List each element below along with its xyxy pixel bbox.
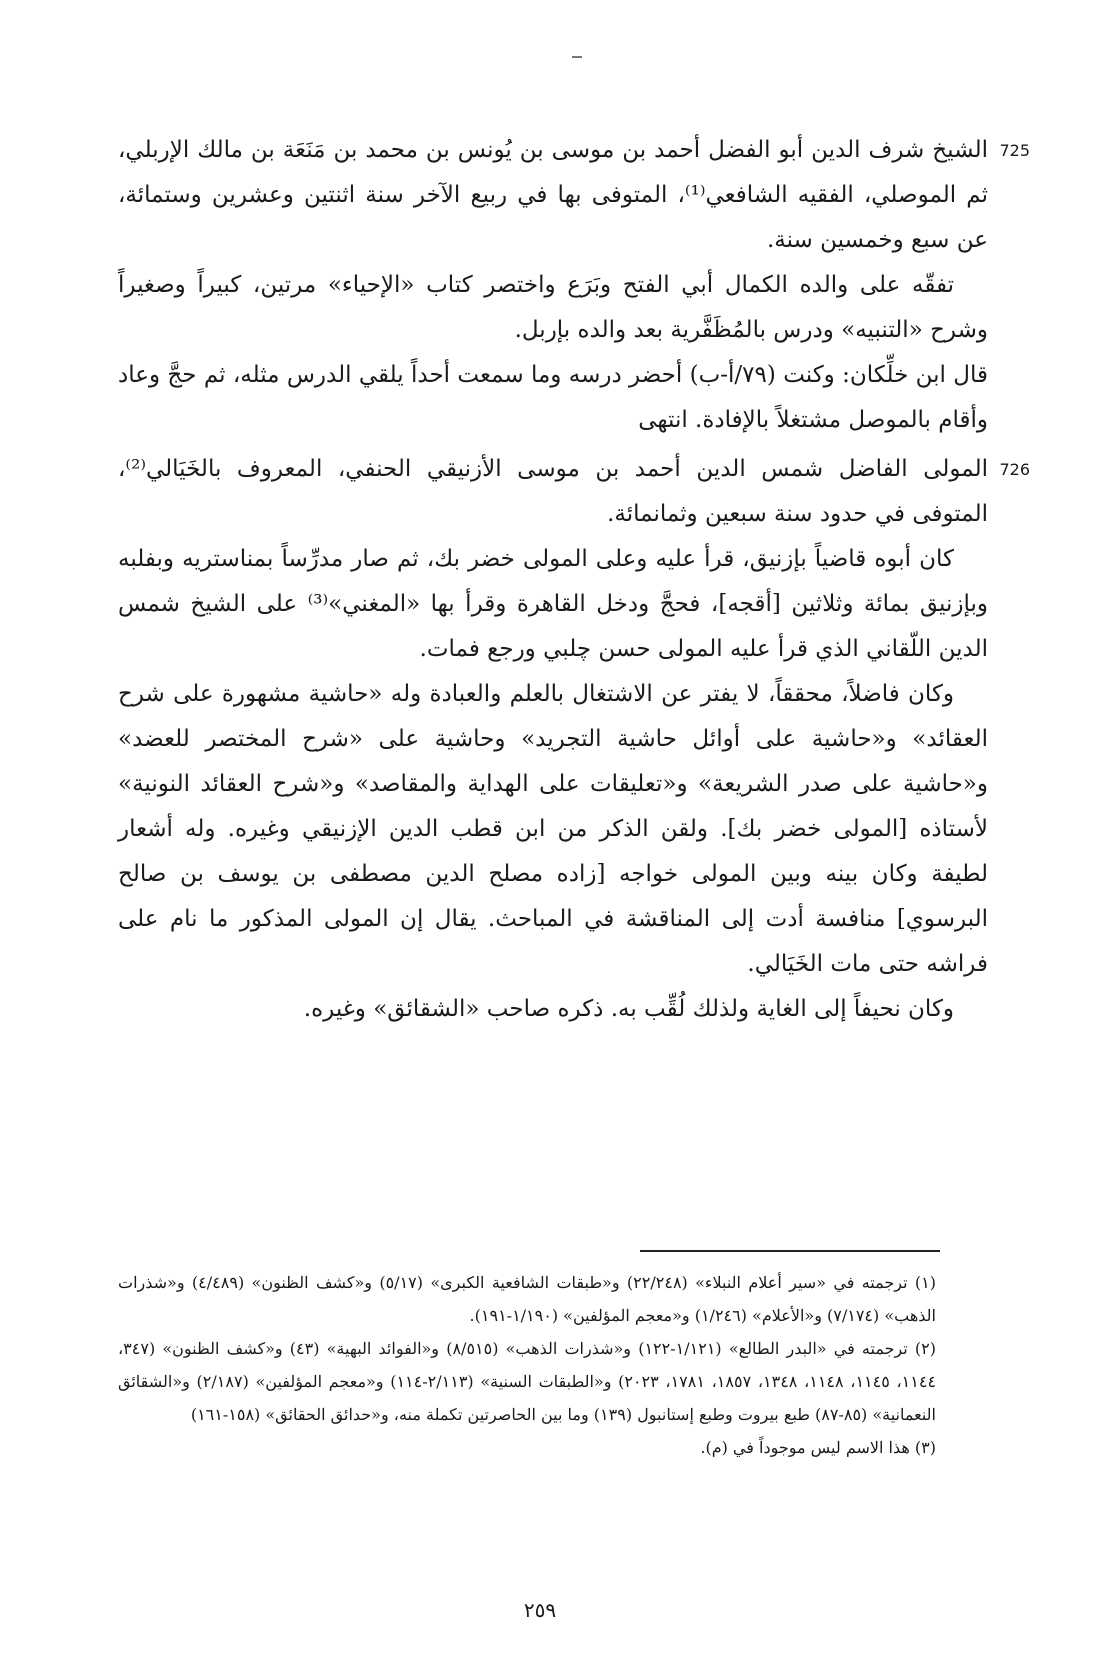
entry-number: 725 xyxy=(999,141,1030,160)
footnotes xyxy=(118,1266,936,1464)
entry-725 xyxy=(118,128,1030,443)
footnote: (١) ترجمته في «سير أعلام النبلاء» (٢٢/٢٤٨) و«طبقات الشافعية الكبرى» (٥/١٧) و«كشف الظنون» (٤/٤٨٩) و«شذرات الذهب» (٧/١٧٤) و«الأعلام» (١/٢٤٦) و«معجم المؤلفين» (١/١٩٠-١٩١). xyxy=(118,1273,936,1325)
entry-726 xyxy=(118,447,1030,1032)
footnote: (٣) هذا الاسم ليس موجوداً في (م). xyxy=(700,1438,936,1457)
page-number: ٢٥٩ xyxy=(523,1598,557,1622)
entry-text: الشيخ شرف الدين أبو الفضل أحمد بن موسى بن يُونس بن محمد بن مَنَعَة بن مالك الإربلي، ثم الموصلي، الفقيه الشافعي⁽¹⁾، المتوفى بها في ربيع الآخر سنة اثنتين وعشرين وستمائة، عن سبع وخمسين سنة. xyxy=(118,137,988,253)
entry-paragraph: تفقّه على والده الكمال أبي الفتح وبَرَع واختصر كتاب «الإحياء» مرتين، كبيراً وصغيراً وشرح «التنبيه» ودرس بالمُظَفَّرية بعد والده بإربل. xyxy=(118,272,988,343)
entry-paragraph: وكان فاضلاً، محققاً، لا يفتر عن الاشتغال بالعلم والعبادة وله «حاشية مشهورة على شرح العقائد» و«حاشية على أوائل حاشية التجريد» وحاشية على «شرح المختصر للعضد» و«حاشية على صدر الشريعة» و«تعليقات على الهداية والمقاصد» و«شرح العقائد النونية» لأستاذه [المولى خضر بك]. ولقن الذكر من ابن قطب الدين الإزنيقي وغيره. وله أشعار لطيفة وكان بينه وبين المولى خواجه [زاده مصلح الدين مصطفى بن يوسف بن صالح البرسوي] منافسة أدت إلى المناقشة في المباحث. يقال إن المولى المذكور ما نام على فراشه حتى مات الخَيَالي. xyxy=(118,681,988,977)
main-text xyxy=(118,128,1030,1032)
entry-paragraph: وكان نحيفاً إلى الغاية ولذلك لُقِّب به. ذكره صاحب «الشقائق» وغيره. xyxy=(303,996,954,1022)
entry-paragraph: قال ابن خلِّكان: وكنت (٧٩/أ-ب) أحضر درسه وما سمعت أحداً يلقي الدرس مثله، ثم حجَّ وعاد وأقام بالموصل مشتغلاً بالإفادة. انتهى xyxy=(118,362,988,433)
entry-heading-paragraph xyxy=(118,128,1030,263)
entry-paragraph: كان أبوه قاضياً بإزنيق، قرأ عليه وعلى المولى خضر بك، ثم صار مدرِّساً بمناستريه وبفلبه وبإزنيق بمائة وثلاثين [أقجه]، فحجَّ ودخل القاهرة وقرأ بها «المغني»⁽³⁾ على الشيخ شمس الدين اللّقاني الذي قرأ عليه المولى حسن چلبي ورجع فمات. xyxy=(118,546,989,662)
top-mark xyxy=(572,56,582,58)
footnote: (٢) ترجمته في «البدر الطالع» (١/١٢١-١٢٢) و«شذرات الذهب» (٨/٥١٥) و«الفوائد البهية» (٤٣) و«كشف الظنون» (٣٤٧، ١١٤٤، ١١٤٥، ١١٤٨، ١٣٤٨، ١٨٥٧، ١٧٨١، ٢٠٢٣) و«الطبقات السنية» (٢/١١٣-١١٤) و«معجم المؤلفين» (٢/١٨٧) و«الشقائق النعمانية» (٨٥-٨٧) طبع بيروت وطبع إستانبول (١٣٩) وما بين الحاصرتين تكملة منه، و«حدائق الحقائق» (١٥٨-١٦١) xyxy=(118,1339,937,1424)
entry-heading-paragraph xyxy=(118,447,1030,537)
entry-number: 726 xyxy=(999,460,1030,479)
footnote-separator xyxy=(640,1250,940,1252)
entry-text: المولى الفاضل شمس الدين أحمد بن موسى الأزنيقي الحنفي، المعروف بالخَيَالي⁽²⁾، المتوفى في حدود سنة سبعين وثمانمائة. xyxy=(118,456,988,527)
